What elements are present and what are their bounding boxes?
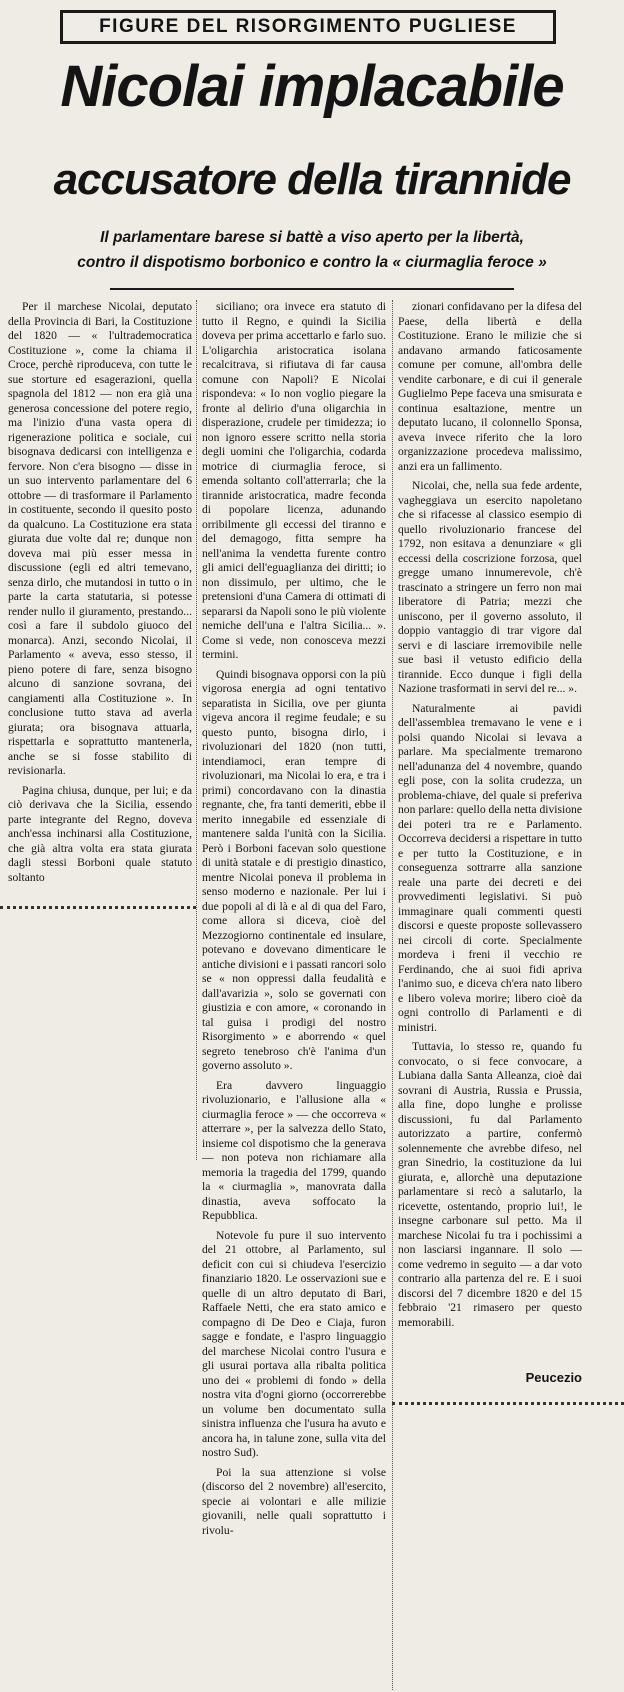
paragraph: Naturalmente ai pavidi dell'assemblea tremavano le vene e i polsi quando Nicolai si levava a parlare. Ma specialmente tremarono nell'adunanza del 4 novembre, quando egli pose, con la solita crudezza, un problema-chiave, del quale si preferiva non parlare: quello della netta divisione dei poteri tra re e Parlamento. Occorreva decidersi a rispettare in tutto e per tutto la Costituzione, e in conseguenza sottrarre alla sanzione reale una parte dei decreti e dei provvedimenti legislativi. Si può immaginare quali commenti questi discorsi e queste proposte sollevassero nei circoli di corte. Specialmente mordeva i freni il vecchio re Ferdinando, che ai suoi fidi apriva l'animo suo, e diceva ch'era nato libero e libero voleva morire; libero cioè da ogni controllo di Parlamenti e di ministri.	[398, 701, 582, 1034]
paragraph: Pagina chiusa, dunque, per lui; e da ciò derivava che la Sicilia, essendo parte integrante del Regno, doveva anch'essa inchinarsi alla Costituzione, che già altra volta era stata giurata dagli stessi Borboni quale statuto soltanto	[8, 783, 192, 884]
paragraph: Per il marchese Nicolai, deputato della Provincia di Bari, la Costituzione del 1820 — « l'ultrademocratica Costituzione », come la chiama il Croce, perchè riproduceva, con tutte le sue storture ed esagerazioni, quella spagnola del 1812 — non era già una generosa concessione del potere regio, ma l'inizio d'una vasta opera di rigenerazione politica e sociale, cui bisognava dedicarsi con intelligenza e fervore. Non c'era bisogno — disse in un suo intervento parlamentare del 6 ottobre — di trasformare il Parlamento in costituente, secondo il quesito posto da qualcuno. La Costituzione era stata giurata due volte dal re; dunque non doveva mai più esser messa in discussione (egli ed altri temevano, senza dirlo, che mutandosi in tutto o in parte la carta statutaria, si potesse render nullo il giuramento, prestando... così a fare il subdolo giuoco del monarca). Anzi, secondo Nicolai, il Parlamento « aveva, esso stesso, il pieno potere di fare, senza bisogno alcuno di sanzione sovrana, dei cangiamenti alla Costituzione ». In conclusione tutto stava ad averla giurata; ora bisognava attuarla, rispettarla e soprattutto mantenerla, anche se si fosse stabilito di revisionarla.	[8, 300, 192, 777]
paragraph: Notevole fu pure il suo intervento del 21 ottobre, al Parlamento, sul deficit con cui si chiudeva l'esercizio finanziario 1820. Le osservazioni sue e quelle di un altro deputato di Bari, Raffaele Netti, che era stato amico e compagno di De Deo e Ciaja, furon sagge e fondate, e l'aspro linguaggio del marchese Nicolai contro l'usura e gli usurai portava alla ribalta politica uno dei « problemi di fondo » della nostra vita d'ogni giorno (occorrerebbe un volume ben documentato sulla sinistra influenza che l'usura ha avuto e ancora ha, in talune zone, sulla vita del nostro Sud).	[202, 1228, 386, 1459]
paragraph: Nicolai, che, nella sua fede ardente, vagheggiava un esercito napoletano che si rifacesse al classico esempio di quello rivoluzionario francese del 1792, non esitava a denunziare « gli eccessi della coscrizione forzosa, quel gregge umano innumerevole, ch'è trascinato a stringere un ferro non mai liberatore di Patria; mezzi che uniscono, per il governo assoluto, il doppio vantaggio di trar vigore dal servi e di lasciare irremovibile nelle sue basi il vetusto edificio della tirannide. Ecco dunque i figli della Nazione trasformati in servi del re... ».	[398, 479, 582, 695]
article-column-3	[398, 300, 582, 1390]
subheadline-line-2: contro il dispotismo borbonico e contro la « ciurmaglia feroce »	[77, 254, 547, 271]
paragraph: Quindi bisognava opporsi con la più vigorosa energia ad ogni tentativo separatista in Sicilia, ove per giunta vigeva ancora il regime feudale; e su questo punto, bisogna dirlo, i rivoluzionari del 1820 (non tutti, intendiamoci, eran tempre di rivoluzionari, ma Nicolai lo era, e tra i primi) concordavano con la dinastia regnante, che, fra tanti demeriti, ebbe il merito innegabile ed essenziale di mantenere salda l'unità con la Sicilia. Però i Borboni facevan solo questione di unità statale e di prestigio dinastico, mentre Nicolai poneva il problema in senso moderno e nazionale. Per lui i due popoli al di là e al di qua del Faro, come allora si diceva, cioè del Mezzogiorno continentale ed insulare, potevano e dovevano dimenticare le antiche divisioni e i passati rancori solo se « non oppressi dalla feudalità e dall'avarizia », solo se governati con giustizia e con amore, « coronando in tal guisa i prodigi del nostro Risorgimento » e aborrendo « quel segreto tenebroso ch'è l'anima d'un governo assoluto ».	[202, 667, 386, 1072]
kicker-text: FIGURE DEL RISORGIMENTO PUGLIESE	[99, 16, 517, 37]
paragraph: siciliano; ora invece era statuto di tutto il Regno, e quindi la Sicilia doveva per prima accettarlo e farlo suo. L'oligarchia aristocratica isolana recalcitrava, si rifiutava di far causa comune con Napoli? E Nicolai rispondeva: « Io non voglio piegare la fronte al delirio d'una oligarchia in disperazione, crudele per timidezza; io non ignoro essere scritto nella storia degli uomini che l'oligarchia, codarda motrice di ciurmaglia feroce, si emenda soltanto coll'atterrarla; che la tirannide aristocratica, madre feconda di popolare licenza, adunando orribilmente gli eccessi del tiranno e del demagogo, fitta sempre ha nell'anima la vendetta furente contro gli amici dell'eguaglianza dei diritti; io non dissimulo, per ultimo, che le pretensioni d'una Camera di ottimati di separarsi da Napoli sono le più violente nemiche dell'una e l'altra Sicilia... ». Come si vede, non conosceva mezzi termini.	[202, 300, 386, 661]
headline-line-1: Nicolai implacabile	[60, 54, 564, 119]
paragraph: Tuttavia, lo stesso re, quando fu convocato, o si fece convocare, a Lubiana dalla Santa Alleanza, cioè dai sovrani di Austria, Russia e Prussia, alla fine, dopo lunghe e prolisse discussioni, fu dal Parlamento autorizzato a partire, confermò solennemente che avrebbe difeso, nel gran Sinedrio, la costituzione da lui giurata, e, allorchè una deputazione parlamentare si recò a salutarlo, la ricevette, ostentando, proprio lui!, le insegne carbonare sul petto. Ma il marchese Nicolai fu tra i pochissimi a non lasciarsi ingannare. Il solo — come vedremo in seguito — a dar voto contrario alla partenza del re. E i suoi discorsi del 7 dicembre 1820 e del 15 febbraio '21 rimasero per questo memorabili.	[398, 1040, 582, 1329]
subheadline-line-1: Il parlamentare barese si battè a viso aperto per la libertà,	[100, 229, 524, 246]
article-column-1	[8, 300, 192, 900]
column-separator	[196, 300, 197, 1160]
headline-line-2: accusatore della tirannide	[53, 155, 571, 204]
paragraph: zionari confidavano per la difesa del Paese, della libertà e della Costituzione. Erano le milizie che si andavano armando faticosamente comune per comune, all'ombra delle vendite carbonare, e di cui il generale Guglielmo Pepe faceva una smisurata e continua esaltazione, mentre un deputato lucano, il colonnello Sponsa, aveva invece riferito che la loro organizzazione procedeva malissimo, anzi era un fallimento.	[398, 300, 582, 473]
author-signature: Peucezio	[525, 1370, 582, 1385]
paragraph: Poi la sua attenzione si volse (discorso del 2 novembre) all'esercito, specie ai volontari e alle milizie giovanili, nelle quali soprattutto i rivolu-	[202, 1465, 386, 1537]
subheadline	[40, 225, 584, 275]
article-column-2	[202, 300, 386, 1684]
paragraph: Era davvero linguaggio rivoluzionario, e l'allusione alla « ciurmaglia feroce » — che occorreva « atterrare », per la salvezza dello Stato, insieme col dispotismo che la generava — non poteva non richiamare alla memoria la tragedia del 1799, quando la « ciurmaglia », manovrata dalla dinastia, aveva soffocato la Repubblica.	[202, 1078, 386, 1222]
clipping-edge	[0, 906, 196, 909]
section-kicker	[60, 10, 556, 44]
column-separator	[392, 300, 393, 1690]
clipping-edge	[392, 1402, 624, 1405]
subheadline-rule	[110, 288, 514, 290]
